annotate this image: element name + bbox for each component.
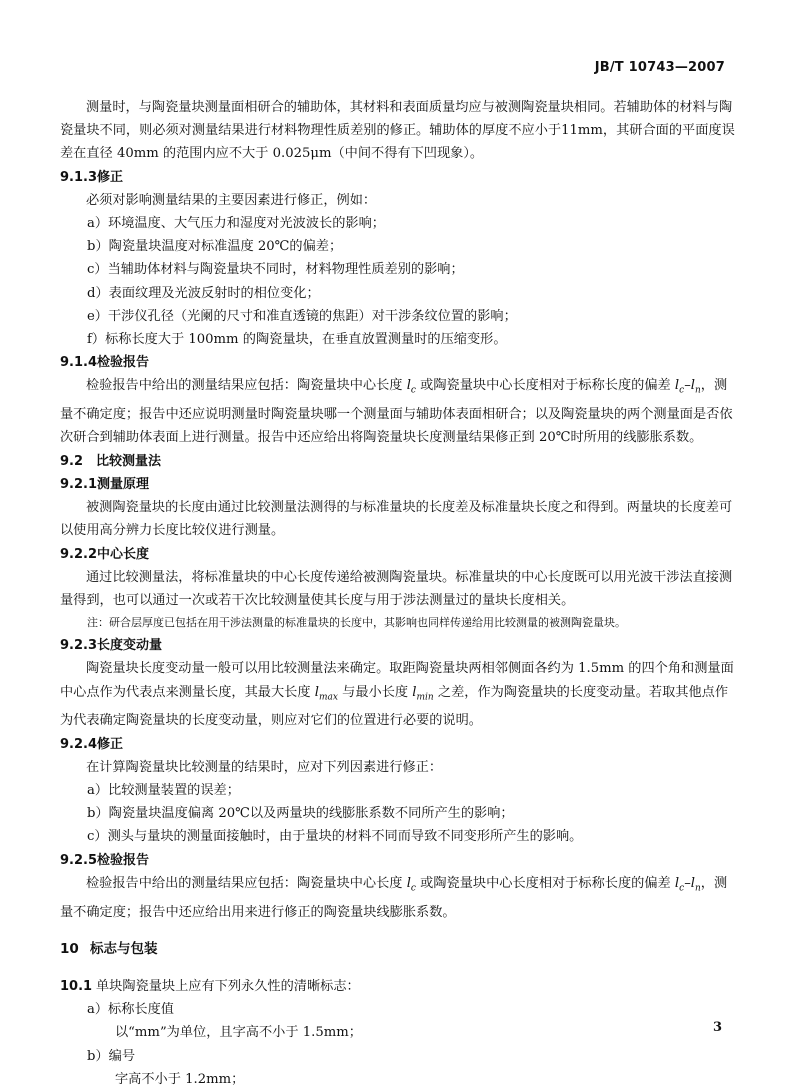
chapter-heading-10 bbox=[60, 938, 740, 961]
section-title: 中心长度 bbox=[97, 546, 150, 562]
section-number: 9.2.3 bbox=[60, 638, 98, 654]
symbol-lc: $l_c$ bbox=[406, 378, 416, 397]
section-title: 测量原理 bbox=[97, 476, 150, 492]
section-title: 检验报告 bbox=[97, 852, 150, 868]
section-number: 9.2.1 bbox=[60, 476, 98, 492]
section-heading-9-2-4 bbox=[60, 733, 740, 756]
list-item: b）陶瓷量块温度偏离 20℃以及两量块的线膨胀系数不同所产生的影响； bbox=[87, 806, 514, 822]
paragraph-auxiliary-body: 测量时，与陶瓷量块测量面相研合的辅助体，其材料和表面质量均应与被测陶瓷量块相同。若辅助体的材料与陶瓷量块不同，则必须对测量结果进行材料物理性质差别的修正。辅助体的厚度不应小于11mm，其研合面的平面度误差在直径 40mm 的范围内应不大于 0.025μm（中间不得有下凹现象）。 bbox=[60, 100, 735, 162]
list-item: b）陶瓷量块温度对标准温度 20℃的偏差； bbox=[87, 239, 343, 255]
section-heading-9-2 bbox=[60, 450, 740, 473]
page-content bbox=[60, 96, 740, 1091]
section-heading-9-2-3 bbox=[60, 634, 740, 657]
section-title: 长度变动量 bbox=[97, 638, 163, 654]
section-number: 9.2.4 bbox=[60, 736, 98, 752]
paragraph-length-variation: 陶瓷量块长度变动量一般可以用比较测量法来确定。取距陶瓷量块两相邻侧面各约为 1.5mm 的四个角和测量面中心点作为代表点来测量长度，其最大长度 $l_{max}$ 与最小长度 $l_{min}$ 之差，作为陶瓷量块的长度变动量。若取其他点作为代表确定陶瓷量块的长度变动量，则应对它们的位置进行必要的说明。 bbox=[60, 661, 734, 729]
section-title: 修正 bbox=[97, 169, 124, 185]
list-item: f）标称长度大于 100mm 的陶瓷量块，在垂直放置测量时的压缩变形。 bbox=[87, 332, 507, 348]
clause-10-1 bbox=[60, 975, 740, 998]
paragraph-center-length: 通过比较测量法，将标准量块的中心长度传递给被测陶瓷量块。标准量块的中心长度既可以用光波干涉法直接测量得到，也可以通过一次或若干次比较测量使其长度与用于涉法测量过的量块长度相关。 bbox=[60, 569, 733, 608]
section-heading-9-2-5 bbox=[60, 849, 740, 872]
section-title: 检验报告 bbox=[97, 355, 150, 371]
section-title: 修正 bbox=[97, 736, 124, 752]
section-heading-9-2-2 bbox=[60, 543, 740, 566]
section-number: 9.2.2 bbox=[60, 546, 98, 562]
list-item: a）环境温度、大气压力和湿度对光波波长的影响； bbox=[87, 216, 385, 232]
section-number: 9.1.3 bbox=[60, 169, 98, 185]
symbol-lmin: $l_{min}$ bbox=[412, 684, 434, 703]
list-item: c）当辅助体材料与陶瓷量块不同时，材料物理性质差别的影响； bbox=[87, 262, 464, 278]
document-id-header: JB/T 10743—2007 bbox=[594, 60, 725, 75]
section-number: 10.1 bbox=[60, 979, 93, 995]
section-intro: 在计算陶瓷量块比较测量的结果时，应对下列因素进行修正： bbox=[86, 759, 443, 775]
section-number: 9.1.4 bbox=[60, 355, 98, 371]
section-heading-9-1-4 bbox=[60, 351, 740, 374]
list-item-description: 以“mm”为单位，且字高不小于 1.5mm； bbox=[115, 1025, 362, 1041]
section-heading-9-2-1 bbox=[60, 473, 740, 496]
page-number: 3 bbox=[712, 1020, 722, 1035]
section-title: 比较测量法 bbox=[96, 453, 162, 469]
symbol-deviation: $l_c-l_n$ bbox=[674, 875, 701, 894]
clause-text: 单块陶瓷量块上应有下列永久性的清晰标志： bbox=[96, 979, 360, 995]
list-item-nominal-length: a）标称长度值 bbox=[87, 1002, 174, 1018]
section-heading-9-1-3 bbox=[60, 166, 740, 189]
paragraph-principle: 被测陶瓷量块的长度由通过比较测量法测得的与标准量块的长度差及标准量块长度之和得到。两量块的长度差可以使用高分辨力长度比较仪进行测量。 bbox=[60, 500, 733, 539]
paragraph-report-content: 检验报告中给出的测量结果应包括：陶瓷量块中心长度 $l_c$ 或陶瓷量块中心长度相对于标称长度的偏差 $l_c-l_n$，测量不确定度；报告中还应说明测量时陶瓷量块哪一个测量面与辅助体表面相研合；以及陶瓷量块的两个测量面是否依次研合到辅助体表面上进行测量。报告中还应给出将陶瓷量块长度测量结果修正到 20℃时所用的线膨胀系数。 bbox=[60, 378, 733, 446]
symbol-deviation: $l_c-l_n$ bbox=[674, 378, 701, 397]
section-number: 9.2.5 bbox=[60, 852, 98, 868]
list-item-serial-number: b）编号 bbox=[87, 1048, 136, 1064]
symbol-lc: $l_c$ bbox=[406, 875, 416, 894]
section-intro: 必须对影响测量结果的主要因素进行修正，例如： bbox=[86, 192, 377, 208]
list-item: e）干涉仪孔径（光阑的尺寸和准直透镜的焦距）对干涉条纹位置的影响； bbox=[87, 308, 517, 324]
note-text: 注：研合层厚度已包括在用干涉法测量的标准量块的长度中，其影响也同样传递给用比较测量的被测陶瓷量块。 bbox=[87, 616, 626, 630]
symbol-lmax: $l_{max}$ bbox=[314, 684, 338, 703]
section-number: 9.2 bbox=[60, 453, 84, 469]
list-item: c）测头与量块的测量面接触时，由于量块的材料不同而导致不同变形所产生的影响。 bbox=[87, 829, 583, 845]
list-item-description: 字高不小于 1.2mm； bbox=[115, 1071, 245, 1087]
list-item: d）表面纹理及光波反射时的相位变化； bbox=[87, 285, 320, 301]
section-title: 标志与包装 bbox=[90, 940, 158, 957]
section-number: 10 bbox=[60, 940, 79, 957]
paragraph-comparison-report: 检验报告中给出的测量结果应包括：陶瓷量块中心长度 $l_c$ 或陶瓷量块中心长度相对于标称长度的偏差 $l_c-l_n$，测量不确定度；报告中还应给出用来进行修正的陶瓷量块线膨胀系数。 bbox=[60, 875, 728, 920]
list-item: a）比较测量装置的误差； bbox=[87, 782, 240, 798]
